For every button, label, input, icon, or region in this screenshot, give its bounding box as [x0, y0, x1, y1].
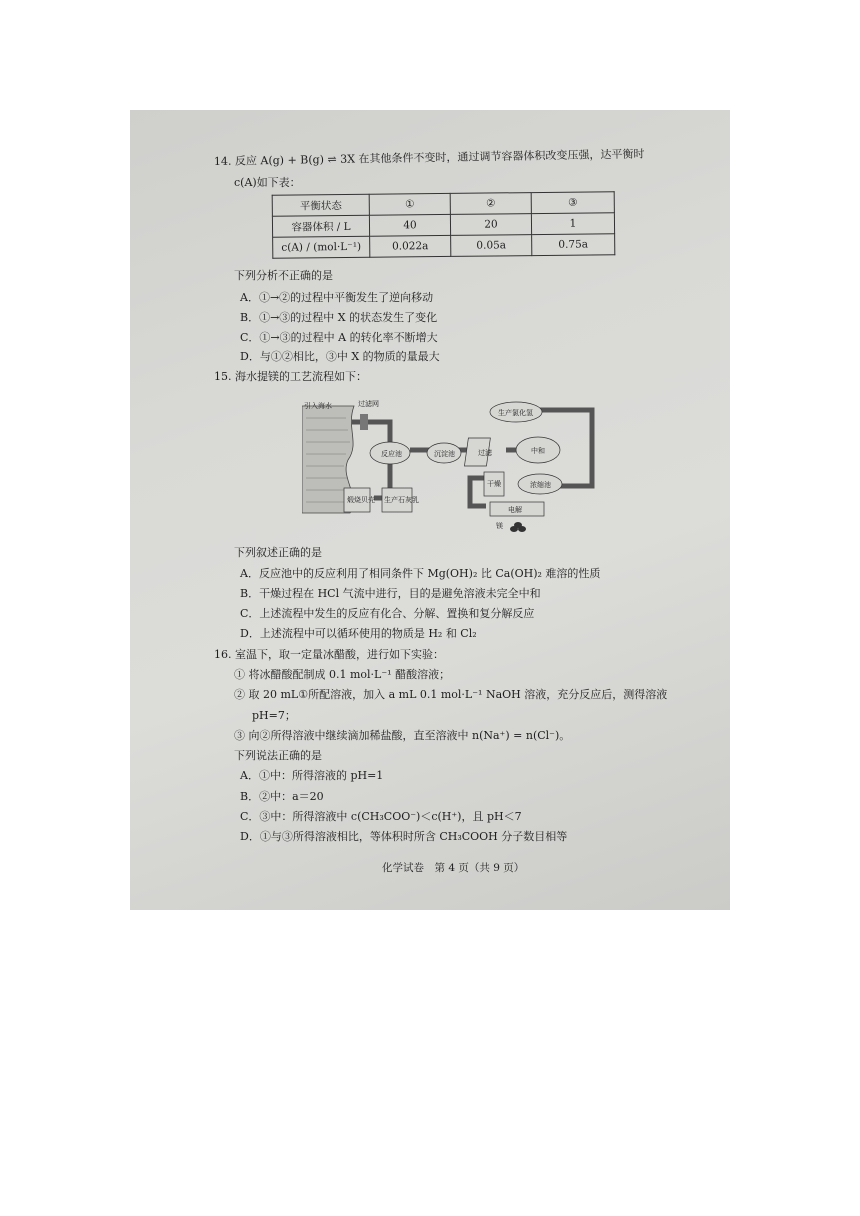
dry-label: 干燥 [487, 480, 501, 488]
q16-stem: 16. 室温下，取一定量冰醋酸，进行如下实验： [214, 648, 444, 661]
seawater-label: 引入海水 [304, 402, 332, 410]
table-cell: 0.022a [370, 235, 451, 257]
q16-option-a: A．①中：所得溶液的 pH=1 [240, 769, 384, 782]
settling-pool-label: 沉淀池 [434, 450, 455, 458]
concentrate-label: 浓缩池 [530, 481, 551, 489]
seawater-magnesium-flow-diagram [302, 398, 612, 536]
q16-option-d: D．①与③所得溶液相比，等体积时所含 CH₃COOH 分子数目相等 [240, 830, 568, 843]
q15-option-a: A．反应池中的反应利用了相同条件下 Mg(OH)₂ 比 Ca(OH)₂ 难溶的性质 [240, 567, 601, 580]
table-cell: 40 [369, 214, 450, 236]
table-cell: 1 [531, 213, 614, 235]
q14-option-c: C．①→③的过程中 A 的转化率不断增大 [240, 331, 438, 344]
q14-option-a: A．①→②的过程中平衡发生了逆向移动 [240, 291, 434, 304]
reaction-pool-label: 反应池 [381, 450, 402, 458]
table-cell: 容器体积 / L [272, 215, 369, 237]
table-cell: c(A) / (mol·L⁻¹) [273, 236, 370, 258]
table-cell: 0.75a [532, 234, 615, 256]
q16-step-2: ② 取 20 mL①所配溶液，加入 a mL 0.1 mol·L⁻¹ NaOH 溶液，充分反应后，测得溶液 [234, 688, 668, 701]
lime-label: 生产石灰乳 [384, 496, 419, 504]
filtration-label: 过滤 [478, 449, 492, 457]
hcl-label: 生产氯化氢 [498, 409, 533, 417]
q15-option-c: C．上述流程中发生的反应有化合、分解、置换和复分解反应 [240, 607, 535, 620]
q16-option-b: B．②中：a＝20 [240, 790, 324, 803]
q15-prompt: 下列叙述正确的是 [234, 546, 322, 559]
q15-stem: 15. 海水提镁的工艺流程如下： [214, 370, 367, 383]
q14-equilibrium-table [272, 191, 616, 259]
electrolysis-label: 电解 [508, 506, 522, 514]
table-row [273, 234, 615, 259]
mg-label: 镁 [496, 522, 503, 530]
filter-net-shape [360, 414, 368, 430]
q14-prompt: 下列分析不正确的是 [234, 269, 333, 282]
q14-stem-line2: c(A)如下表： [234, 176, 301, 189]
q14-option-b: B．①→③的过程中 X 的状态发生了变化 [240, 311, 438, 324]
table-header-cell: ② [450, 193, 531, 215]
q14-stem-line1: 14. 反应 A(g) + B(g) ⇌ 3X 在其他条件不变时，通过调节容器体积改变压强，达平衡时 [213, 147, 645, 168]
table-header-cell: ① [369, 193, 450, 215]
table-header-cell: 平衡状态 [272, 194, 369, 216]
table-cell: 20 [450, 214, 531, 236]
q15-option-b: B．干燥过程在 HCl 气流中进行，目的是避免溶液未完全中和 [240, 587, 541, 600]
neutralize-label: 中和 [531, 447, 545, 455]
q16-prompt: 下列说法正确的是 [234, 749, 322, 762]
filter-net-label: 过滤网 [358, 400, 379, 408]
calcine-label: 煅烧贝壳 [347, 496, 375, 504]
q15-option-d: D．上述流程中可以循环使用的物质是 H₂ 和 Cl₂ [240, 627, 477, 640]
table-cell: 0.05a [451, 235, 532, 257]
magnesium-product-icon [510, 522, 526, 532]
q14-option-d: D．与①②相比，③中 X 的物质的量最大 [240, 350, 440, 363]
q16-step-2-cont: pH=7； [252, 709, 296, 722]
page-footer: 化学试卷 第 4 页（共 9 页） [382, 862, 525, 874]
q16-step-1: ① 将冰醋酸配制成 0.1 mol·L⁻¹ 醋酸溶液； [234, 668, 451, 681]
q16-option-c: C．③中：所得溶液中 c(CH₃COO⁻)＜c(H⁺)，且 pH＜7 [240, 810, 522, 823]
table-header-cell: ③ [531, 192, 614, 214]
q16-step-3: ③ 向②所得溶液中继续滴加稀盐酸，直至溶液中 n(Na⁺) = n(Cl⁻)。 [234, 729, 571, 742]
